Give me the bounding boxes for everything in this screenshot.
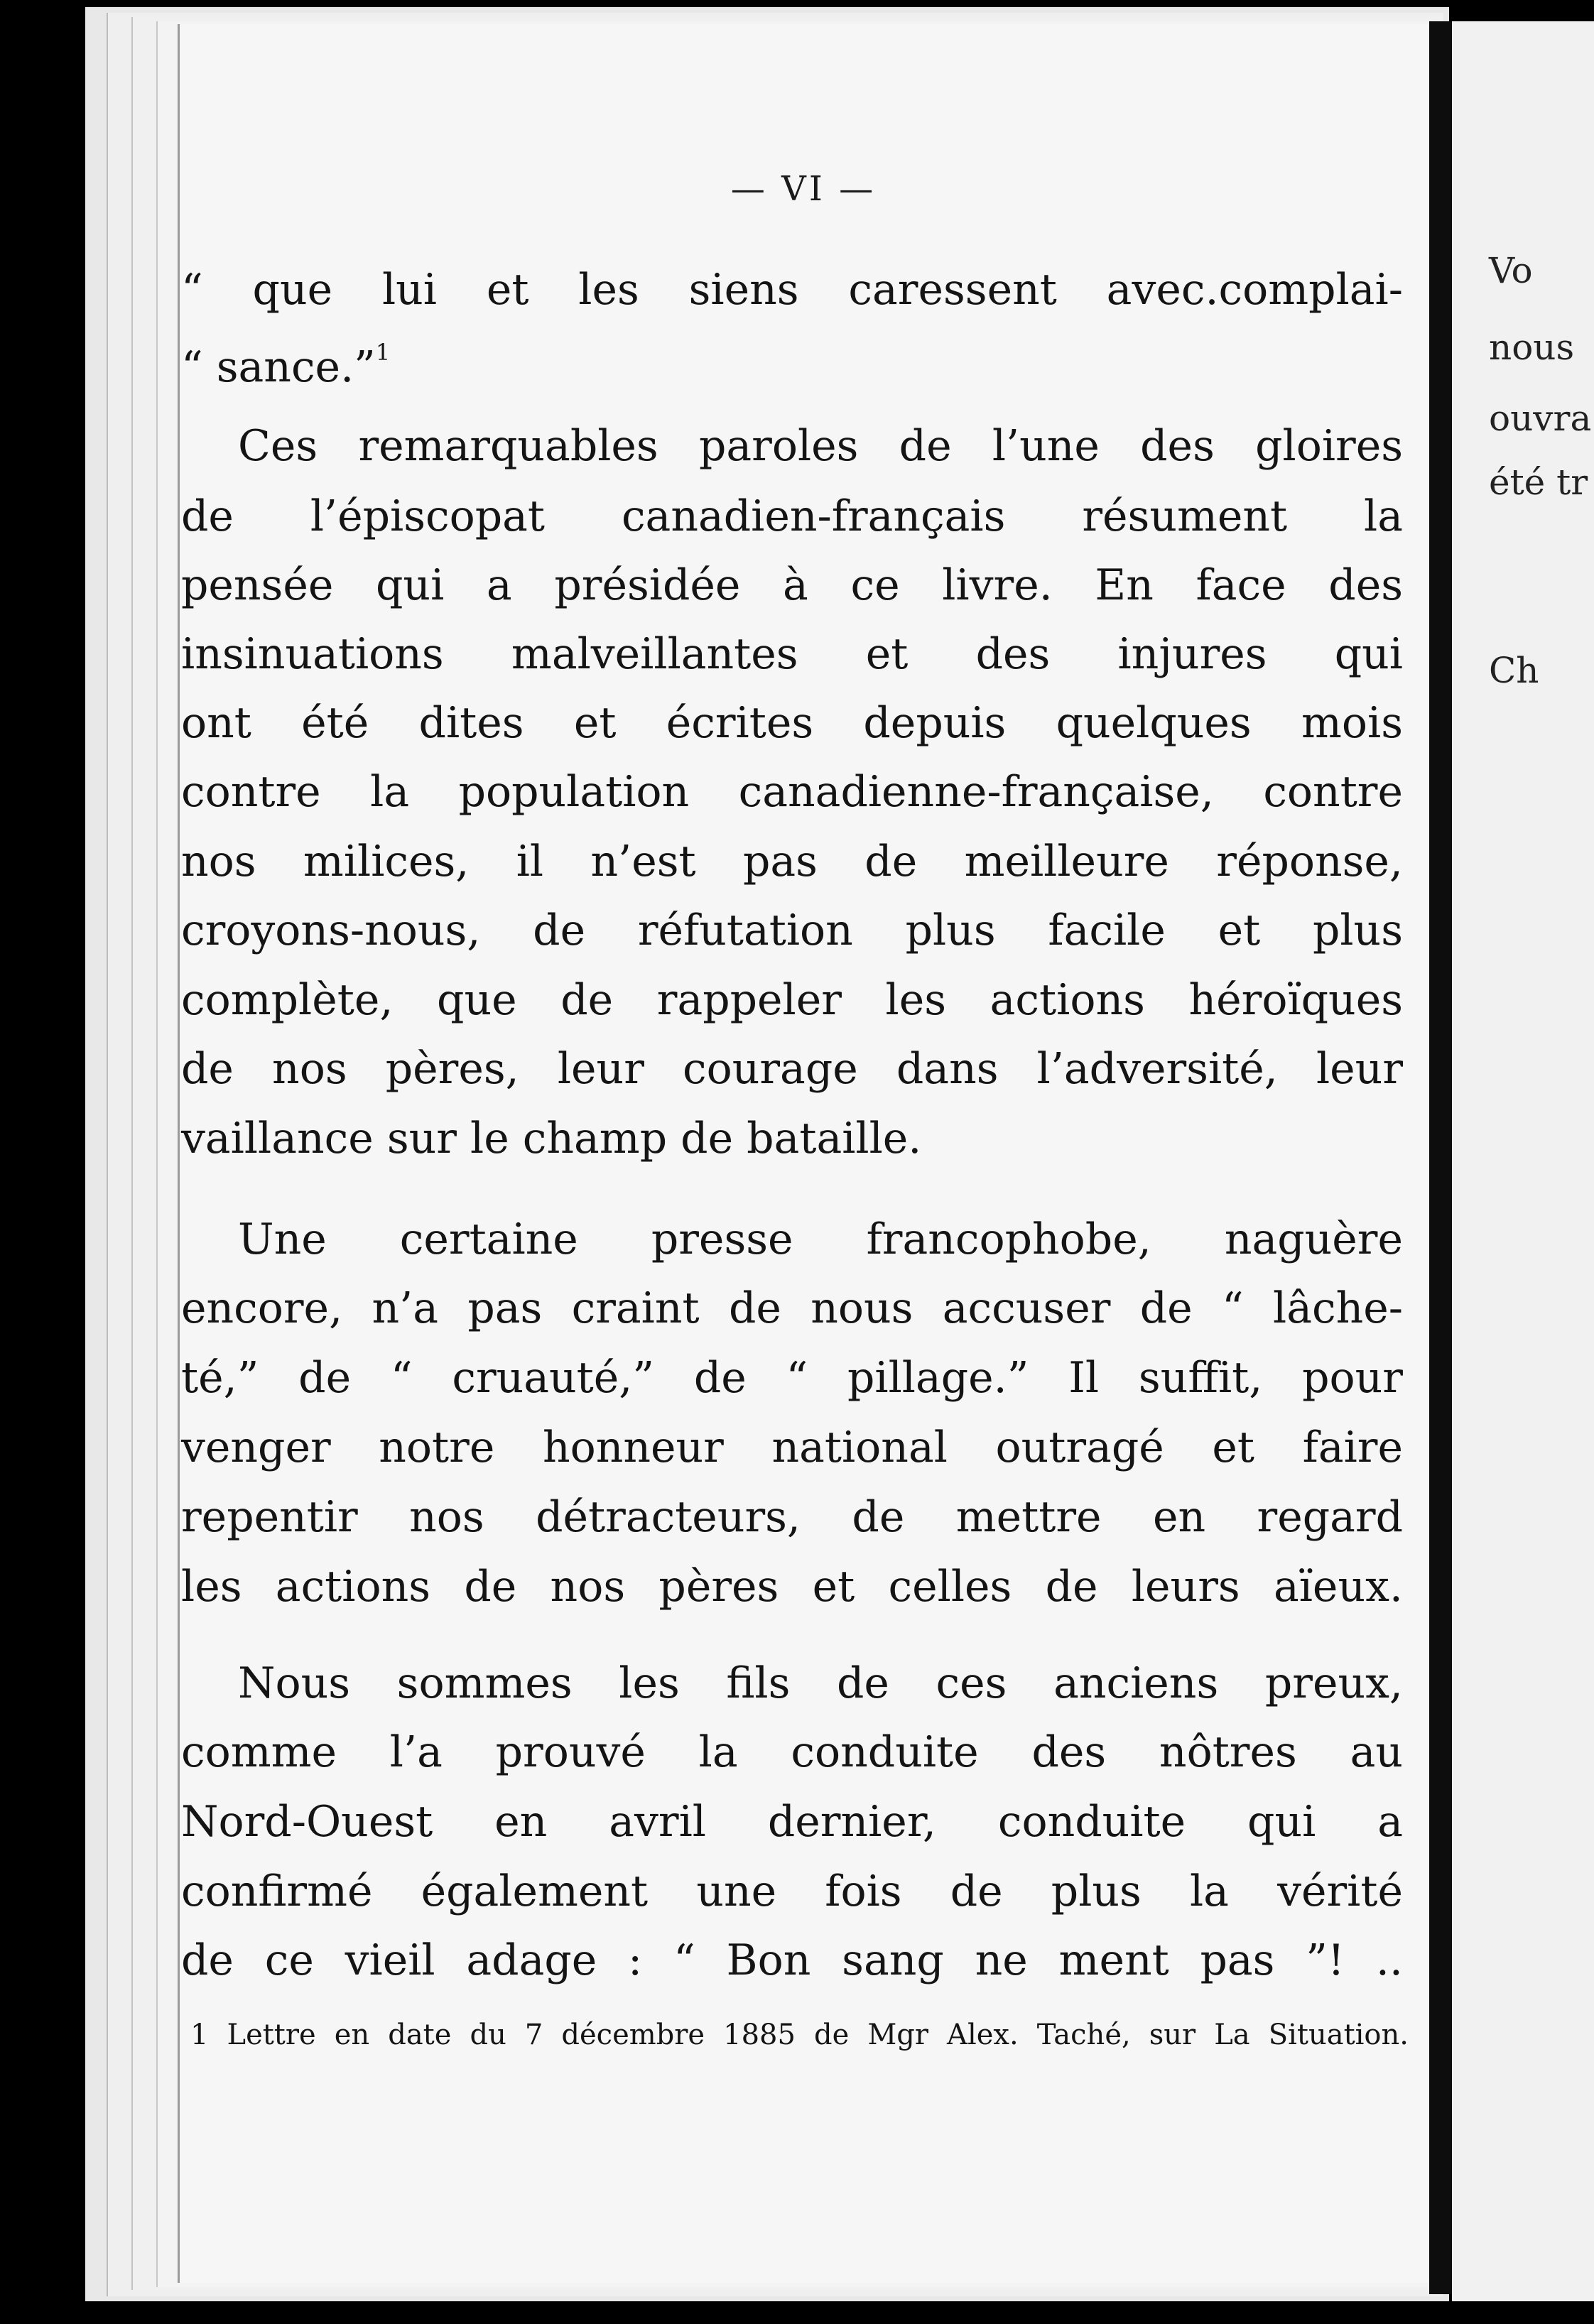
facing-page-fragment: Vo: [1489, 250, 1533, 291]
footnote-marker: 1: [375, 339, 391, 366]
text-line: de ce vieil adage : “ Bon sang ne ment pas ”! ..: [181, 1935, 1403, 1985]
text-line: repentir nos détracteurs, de mettre en regard: [181, 1492, 1403, 1542]
text-line: contre la population canadienne-française, contre: [181, 767, 1403, 817]
text-line: pensée qui a présidée à ce livre. En face des: [181, 560, 1403, 610]
text-line: de nos pères, leur courage dans l’adversité, leur: [181, 1044, 1403, 1094]
text-line: nos milices, il n’est pas de meilleure réponse,: [181, 837, 1403, 886]
text-line: encore, n’a pas craint de nous accuser de “ lâche-: [181, 1283, 1403, 1333]
text-line: Nous sommes les fils de ces anciens preux,: [238, 1658, 1403, 1708]
text-line: “ que lui et les siens caressent avec.complai-: [181, 265, 1403, 315]
facing-page-fragment: été tr: [1489, 462, 1588, 503]
text-line: comme l’a prouvé la conduite des nôtres au: [181, 1727, 1403, 1777]
text-line-content: “ sance.”: [181, 342, 376, 392]
text-line: confirmé également une fois de plus la vérité: [181, 1867, 1403, 1916]
text-line: Ces remarquables paroles de l’une des gloires: [238, 421, 1403, 471]
book-spine: [1429, 21, 1452, 2294]
facing-page-fragment: Ch: [1489, 650, 1539, 691]
running-head: — VI —: [730, 169, 877, 209]
facing-page-fragment: ouvra: [1489, 398, 1592, 439]
text-line: té,” de “ cruauté,” de “ pillage.” Il suffit, pour: [181, 1353, 1403, 1403]
text-line: complète, que de rappeler les actions héroïques: [181, 975, 1403, 1025]
text-line: insinuations malveillantes et des injures qui: [181, 629, 1403, 679]
text-line: de l’épiscopat canadien-français résument la: [181, 492, 1403, 541]
text-line: Nord-Ouest en avril dernier, conduite qui a: [181, 1797, 1403, 1847]
facing-page-fragment: nous: [1489, 327, 1575, 368]
text-line: ont été dites et écrites depuis quelques mois: [181, 698, 1403, 748]
text-line: vaillance sur le champ de bataille.: [181, 1114, 922, 1163]
text-line: venger notre honneur national outragé et faire: [181, 1423, 1403, 1472]
text-line: les actions de nos pères et celles de leurs aïeux.: [181, 1562, 1403, 1612]
text-line: [181, 339, 1403, 392]
footnote: 1 Lettre en date du 7 décembre 1885 de Mgr Alex. Taché, sur La Situation.: [190, 2019, 1409, 2051]
text-line: croyons-nous, de réfutation plus facile et plus: [181, 906, 1403, 955]
facing-page: [1452, 21, 1594, 2301]
text-line: Une certaine presse francophobe, naguère: [238, 1215, 1403, 1264]
